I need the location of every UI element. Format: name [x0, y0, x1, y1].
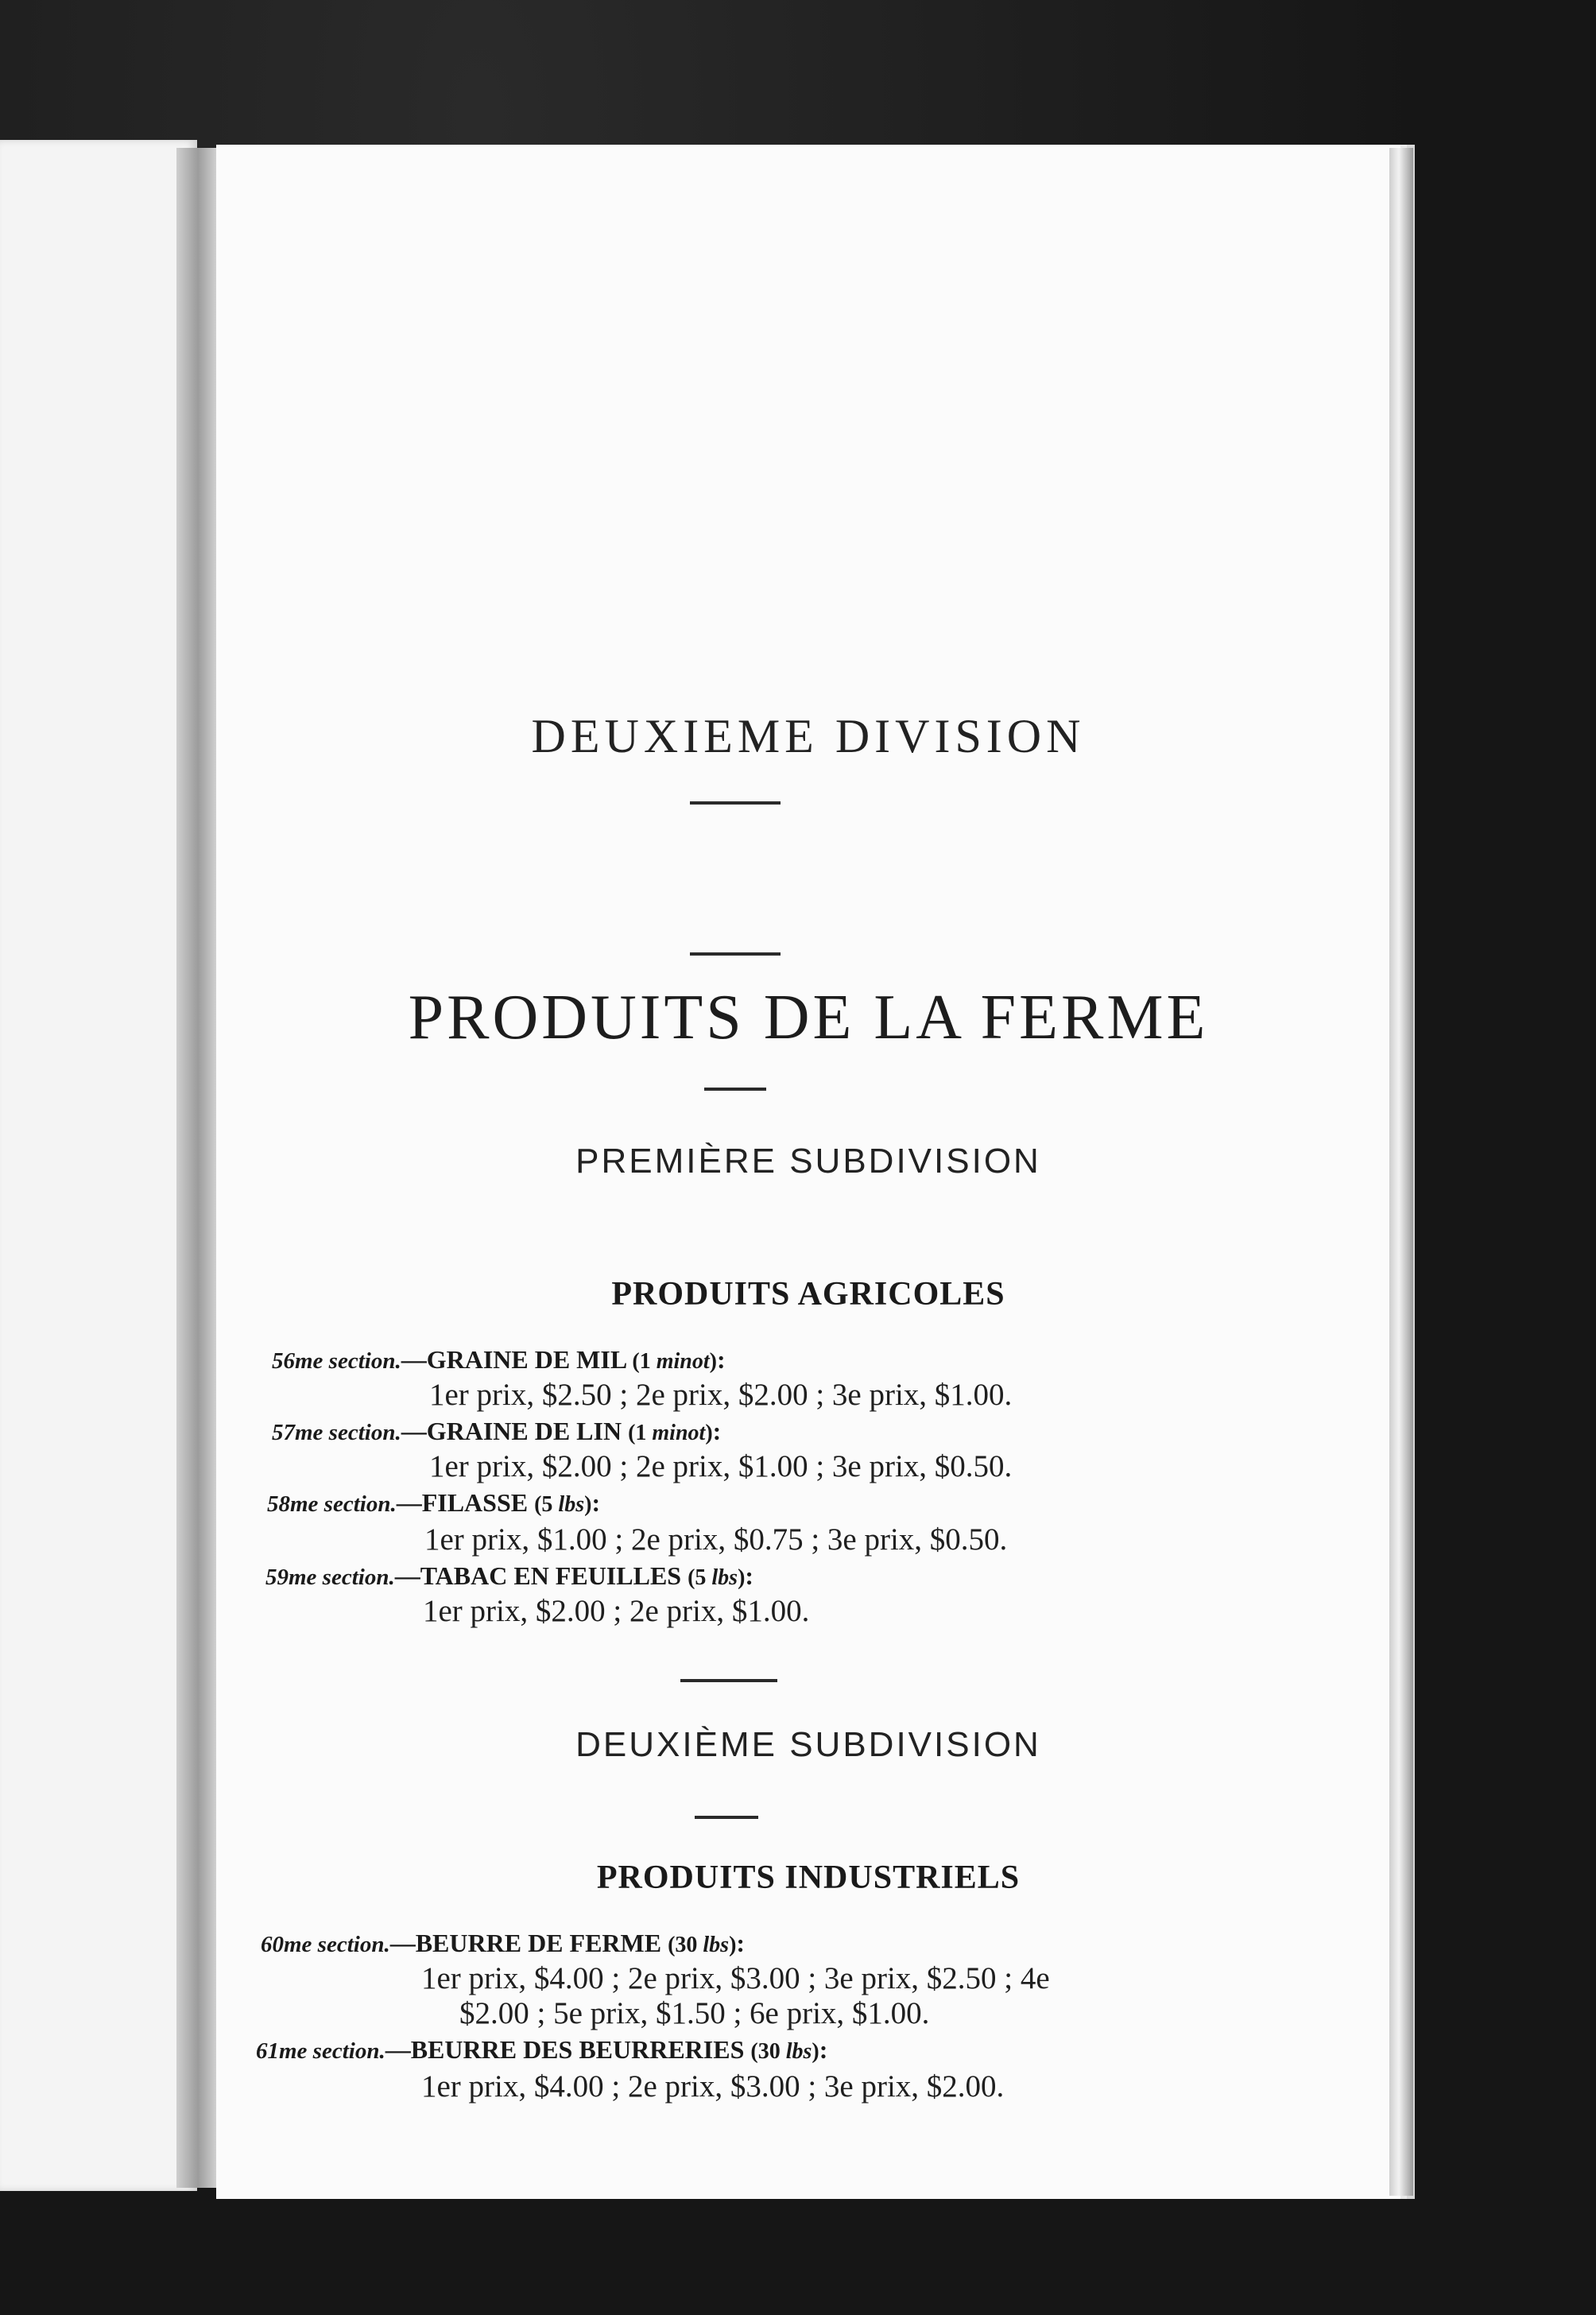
section-number: 59me section. — [265, 1565, 395, 1590]
category-heading: PRODUITS AGRICOLES — [611, 1276, 1005, 1313]
section-number: 56me section. — [272, 1348, 401, 1374]
subdivision-heading: PREMIÈRE SUBDIVISION — [575, 1142, 1041, 1181]
divider-rule — [704, 1088, 766, 1091]
product-name: BEURRE DE FERME — [415, 1929, 662, 1957]
category-heading: PRODUITS INDUSTRIELS — [596, 1859, 1021, 1896]
page-content — [216, 145, 1400, 2199]
page-title: PRODUITS DE LA FERME — [408, 983, 1209, 1053]
subdivision-heading: DEUXIÈME SUBDIVISION — [575, 1725, 1041, 1764]
prize-list: 1er prix, $4.00 ; 2e prix, $3.00 ; 3e prix, $2.50 ; 4e — [421, 1961, 1050, 1995]
entry-heading: 60me section.—BEURRE DE FERME (30 lbs): — [261, 1929, 746, 1957]
section-number: 57me section. — [272, 1420, 401, 1445]
division-heading: DEUXIEME DIVISION — [531, 710, 1086, 762]
entry-heading: 56me section.—GRAINE DE MIL (1 minot): — [272, 1345, 726, 1374]
section-number: 60me section. — [261, 1932, 390, 1957]
section-number: 61me section. — [256, 2038, 385, 2064]
divider-rule — [695, 1816, 758, 1819]
prize-list: 1er prix, $1.00 ; 2e prix, $0.75 ; 3e prix, $0.50. — [424, 1522, 1008, 1557]
product-name: GRAINE DE LIN — [426, 1417, 622, 1445]
prize-list: 1er prix, $2.50 ; 2e prix, $2.00 ; 3e prix, $1.00. — [429, 1378, 1013, 1412]
divider-rule — [690, 952, 781, 956]
left-page-edge — [0, 140, 197, 2191]
product-name: TABAC EN FEUILLES — [420, 1561, 682, 1590]
entry-heading: 58me section.—FILASSE (5 lbs): — [267, 1488, 601, 1517]
entry-heading: 59me section.—TABAC EN FEUILLES (5 lbs): — [265, 1561, 754, 1590]
prize-list: 1er prix, $2.00 ; 2e prix, $1.00. — [423, 1594, 810, 1628]
product-name: GRAINE DE MIL — [426, 1345, 626, 1374]
prize-list: 1er prix, $4.00 ; 2e prix, $3.00 ; 3e prix, $2.00. — [421, 2069, 1005, 2104]
product-name: BEURRE DES BEURRERIES — [410, 2035, 745, 2064]
prize-list: 1er prix, $2.00 ; 2e prix, $1.00 ; 3e prix, $0.50. — [429, 1449, 1013, 1483]
prize-list-continued: $2.00 ; 5e prix, $1.50 ; 6e prix, $1.00. — [459, 1996, 930, 2030]
divider-rule — [690, 801, 781, 805]
entry-heading: 61me section.—BEURRE DES BEURRERIES (30 lbs): — [256, 2035, 828, 2064]
divider-rule — [680, 1679, 777, 1682]
section-number: 58me section. — [267, 1491, 397, 1517]
product-name: FILASSE — [421, 1488, 529, 1517]
entry-heading: 57me section.—GRAINE DE LIN (1 minot): — [272, 1417, 722, 1445]
